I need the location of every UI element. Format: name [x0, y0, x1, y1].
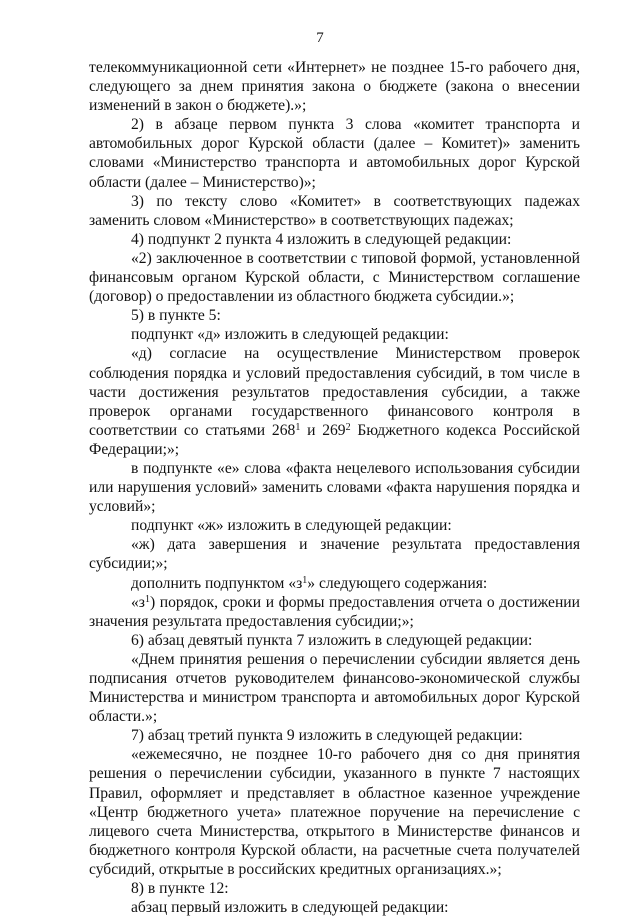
paragraph-13-text-a: «з — [131, 593, 145, 611]
paragraph-12-text-a: дополнить подпунктом «з — [131, 574, 303, 592]
superscript: 1 — [144, 593, 150, 605]
document-body — [89, 58, 580, 917]
paragraph-12-text-b: » следующего содержания: — [307, 574, 488, 592]
paragraph-8-text-b: и 269 — [300, 421, 346, 439]
paragraph-8-text-c: Бюджетного кодекса Российской Федерации;»; — [89, 421, 580, 458]
paragraph-15: «Днем принятия решения о перечислении субсидии является день подписания отчетов руководителем финансово-экономической службы Министерства и министром транспорта и автомобильных дорог Курской области.»; — [89, 650, 580, 726]
paragraph-5: «2) заключенное в соответствии с типовой формой, установленной финансовым органом Курской области, с Министерством соглашение (договор) о предоставлении из областного бюджета субсидии.»; — [89, 249, 580, 306]
paragraph-16: 7) абзац третий пункта 9 изложить в следующей редакции: — [131, 727, 523, 745]
superscript: 2 — [345, 421, 351, 433]
paragraph-17: «ежемесячно, не позднее 10-го рабочего дня со дня принятия решения о перечислении субсидии, указанного в пункте 7 настоящих Правил, оформляет и представляет в областное казенное учреждение «Центр бюджетного учета» платежное поручение на перечисление с лицевого счета Министерства, открытого в Министерстве финансов и бюджетного контроля Курской области, на расчетные счета получателей субсидий, открытые в российских кредитных организациях.»; — [89, 746, 580, 878]
paragraph-6: 5) в пункте 5: — [131, 307, 221, 325]
paragraph-10: подпункт «ж» изложить в следующей редакции: — [131, 517, 452, 535]
page-number: 7 — [316, 30, 324, 46]
superscript: 1 — [302, 574, 308, 586]
paragraph-13-text-b: ) порядок, сроки и формы предоставления отчета о достижении значения результата предоставления субсидии;»; — [89, 593, 580, 630]
superscript: 1 — [295, 421, 301, 433]
paragraph-19: абзац первый изложить в следующей редакции: — [131, 899, 449, 917]
paragraph-4: 4) подпункт 2 пункта 4 изложить в следующей редакции: — [131, 230, 512, 248]
paragraph-9: в подпункте «е» слова «факта нецелевого использования субсидии или нарушения условий» заменить словами «факта нарушения порядка и условий»; — [89, 459, 580, 516]
paragraph-3: 3) по тексту слово «Комитет» в соответствующих падежах заменить словом «Министерство» в соответствующих падежах; — [89, 192, 580, 229]
paragraph-8 — [89, 344, 580, 459]
paragraph-18: 8) в пункте 12: — [131, 880, 229, 898]
paragraph-12 — [89, 574, 580, 593]
paragraph-2: 2) в абзаце первом пункта 3 слова «комитет транспорта и автомобильных дорог Курской области (далее – Комитет)» заменить словами «Министерство транспорта и автомобильных дорог Курской области (далее – Министерство)»; — [89, 116, 580, 191]
paragraph-1: телекоммуникационной сети «Интернет» не позднее 15-го рабочего дня, следующего за днем принятия закона о бюджете (закона о внесении изменений в закон о бюджете).»; — [89, 59, 580, 115]
paragraph-11: «ж) дата завершения и значение результата предоставления субсидии;»; — [89, 536, 580, 573]
paragraph-8-text-a: «д) согласие на осуществление Министерством проверок соблюдения порядка и условий предоставления субсидий, в том числе в части достижения результатов предоставления субсидии, а также проверок органами государственного финансового контроля в соответствии со статьями 268 — [89, 345, 580, 439]
paragraph-14: 6) абзац девятый пункта 7 изложить в следующей редакции: — [131, 631, 533, 649]
paragraph-13 — [89, 593, 580, 631]
paragraph-7: подпункт «д» изложить в следующей редакции: — [131, 326, 449, 344]
